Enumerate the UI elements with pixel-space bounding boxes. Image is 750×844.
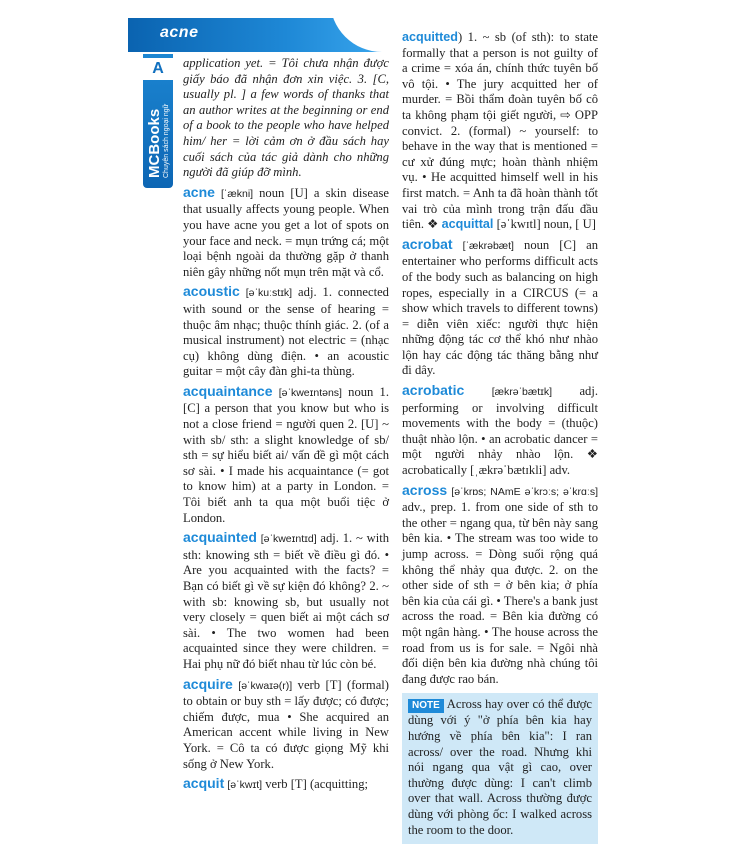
entry-acquit-continued bbox=[402, 30, 598, 233]
continued-entry-text: application yet. = Tôi chưa nhận được giấy báo đã nhận đơn xin việc. 3. [C, usually pl. ] a few words of thanks that an author writes at the beginning or end of a book to the people who have helped him/ her = lời cảm ơn ở đầu sách hay cuối sách của tác giả dành cho những người đã giúp đỡ mình. bbox=[183, 56, 389, 180]
entry-acrobat bbox=[402, 237, 598, 379]
pronunciation: [əˈkwɪt] bbox=[227, 779, 263, 792]
derived-headword: acquittal bbox=[441, 217, 494, 232]
entry-acquire bbox=[183, 677, 389, 773]
definition: noun [C] an entertainer who performs difficult acts of the body such as balancing on high ropes, especially in a CIRCUS (= a show which travels to different towns) = diễn viên xiếc: người thực hiện những động tác cơ thể khó như nhào lộn hay các động tác thăng bằng như đi dây. bbox=[402, 237, 598, 378]
headword: acquire bbox=[183, 675, 233, 692]
definition: ) 1. ~ sb (of sth): to state formally that a person is not guilty of a crime = xóa án, chính thức tuyên bố vô tội. • The jury acquitted her of murder. = Bồi thẩm đoàn tuyên bố cô ta không phạm tội giết người, ⇨ OPP convict. 2. (formal) ~ yourself: to behave in the way that is mentioned = cư xử đúng mực; hoàn thành nhiệm vụ. • He acquitted himself well in his first match. = Anh ta đã hoàn thành tốt vai trò của mình trong trận đấu đầu tiên. ❖ bbox=[402, 30, 598, 232]
headword: acoustic bbox=[183, 283, 240, 300]
definition: noun 1. [C] a person that you know but who is not a close friend = người quen 2. [U] ~ with sb/ sth: a slight knowledge of sb/ sth = sự hiểu biết ai/ vấn đề gì một cách sơ sài. • I made his acquaintance (= got to know him) at a party in London. = Tôi biết anh ta qua một buổi tiệc ở London. bbox=[183, 384, 389, 525]
inflection-headword: acquitted bbox=[402, 30, 458, 44]
pronunciation: [ˈækni] bbox=[220, 187, 254, 200]
definition: verb [T] (acquitting; bbox=[262, 777, 369, 792]
entry-acquaintance bbox=[183, 384, 389, 526]
usage-note-box bbox=[402, 693, 598, 844]
header-guide-word: acne bbox=[160, 24, 199, 41]
definition: noun [U] a skin disease that usually affects young people. When you have acne you get a lot of spots on your face and neck. = mụn trứng cá; một loại bệnh ngoài da thường gặp ở thanh niên gây những nốt mụn trên mặt và cổ. bbox=[183, 185, 389, 279]
definition: adj. 1. connected with sound or the sense of hearing = thuộc âm nhạc; thuộc thính giác. 2. (of a musical instrument) not electric = (nhạc cụ) không dùng điện. • an acoustic guitar = một cây đàn ghi-ta thùng. bbox=[183, 285, 389, 379]
pronunciation: [əˈkwaɪə(r)] bbox=[238, 679, 293, 692]
entry-acrobatic bbox=[402, 383, 598, 479]
definition: adv., prep. 1. from one side of sth to the other = ngang qua, từ bên này sang bên kia. • The stream was too wide to jump across. = Dòng suối rộng quá không thể nhảy qua được. 2. on the other side of sth = ở bên kia; ở phía bên kia của cái gì. • There's a bank just across the road. = Bên kia đường có một ngân hàng. • The house across the road from us is for sale. = Ngôi nhà đối diện bên kia đường nhà chúng tôi đang được rao bán. bbox=[402, 500, 598, 686]
headword: acquainted bbox=[183, 529, 257, 546]
definition: verb [T] (formal) to obtain or buy sth = lấy được; có được; chiếm được, mua • She acquired an American accent while living in New York. = Cô ta có được giọng Mỹ khi sống ở New York. bbox=[183, 677, 389, 771]
headword: across bbox=[402, 481, 448, 498]
pronunciation: [əˈkrɒs; NAmE əˈkrɔːs; əˈkrɑːs] bbox=[451, 485, 598, 498]
left-column bbox=[183, 56, 389, 798]
definition: adj. performing or involving difficult movements with the body = (thuộc) thuật nhào lộn. • an acrobatic dancer = một người nhảy nhào lộn. ❖ acrobatically [ˌækrəˈbætɪkli] adv. bbox=[402, 384, 598, 478]
headword: acquit bbox=[183, 775, 225, 792]
headword: acrobat bbox=[402, 235, 453, 252]
side-tab-letter: A bbox=[143, 58, 173, 80]
derived-definition: [əˈkwɪtl] noun, [ U] bbox=[493, 217, 596, 232]
entry-acoustic bbox=[183, 284, 389, 380]
entry-acquit bbox=[183, 776, 389, 794]
pronunciation: [əˈkuːstɪk] bbox=[245, 287, 293, 300]
publisher-logo-text: MCBooks bbox=[146, 108, 163, 178]
page-number: 12 bbox=[345, 22, 362, 41]
note-label: NOTE bbox=[408, 699, 444, 713]
pronunciation: [əˈkweɪntəns] bbox=[278, 386, 342, 399]
pronunciation: [ækrəˈbætɪk] bbox=[491, 386, 553, 399]
headword: acrobatic bbox=[402, 382, 465, 399]
entry-across bbox=[402, 483, 598, 688]
entry-acne bbox=[183, 185, 389, 281]
entry-acquainted bbox=[183, 530, 389, 672]
pronunciation: [ˈækrəbæt] bbox=[462, 239, 514, 252]
pronunciation: [əˈkweɪntɪd] bbox=[260, 533, 317, 546]
headword: acquaintance bbox=[183, 382, 273, 399]
note-text: Across hay over có thể được dùng với ý "ở phía bên kia hay hướng về phía bên kia": I ran across/ over the road. Nhưng khi nói ngang qua vật gì cao, over thường được dùng: I can't climb over that wall. Across thường được dùng với phòng ốc: I walked across the room to the door. bbox=[408, 697, 592, 837]
publisher-tagline: Chuyên sách ngoại ngữ bbox=[163, 103, 170, 178]
definition: adj. 1. ~ with sth: knowing sth = biết về điều gì đó. • Are you acquainted with the facts? = Bạn có biết gì về sự kiện đó không? 2. ~ with sb: knowing sb, but usually not very closely = quen biết ai một cách sơ sài. • The two women had been acquainted since they were children. = Hai phụ nữ đó biết nhau từ lúc còn bé. bbox=[183, 531, 389, 671]
right-column bbox=[402, 30, 598, 844]
headword: acne bbox=[183, 183, 215, 200]
